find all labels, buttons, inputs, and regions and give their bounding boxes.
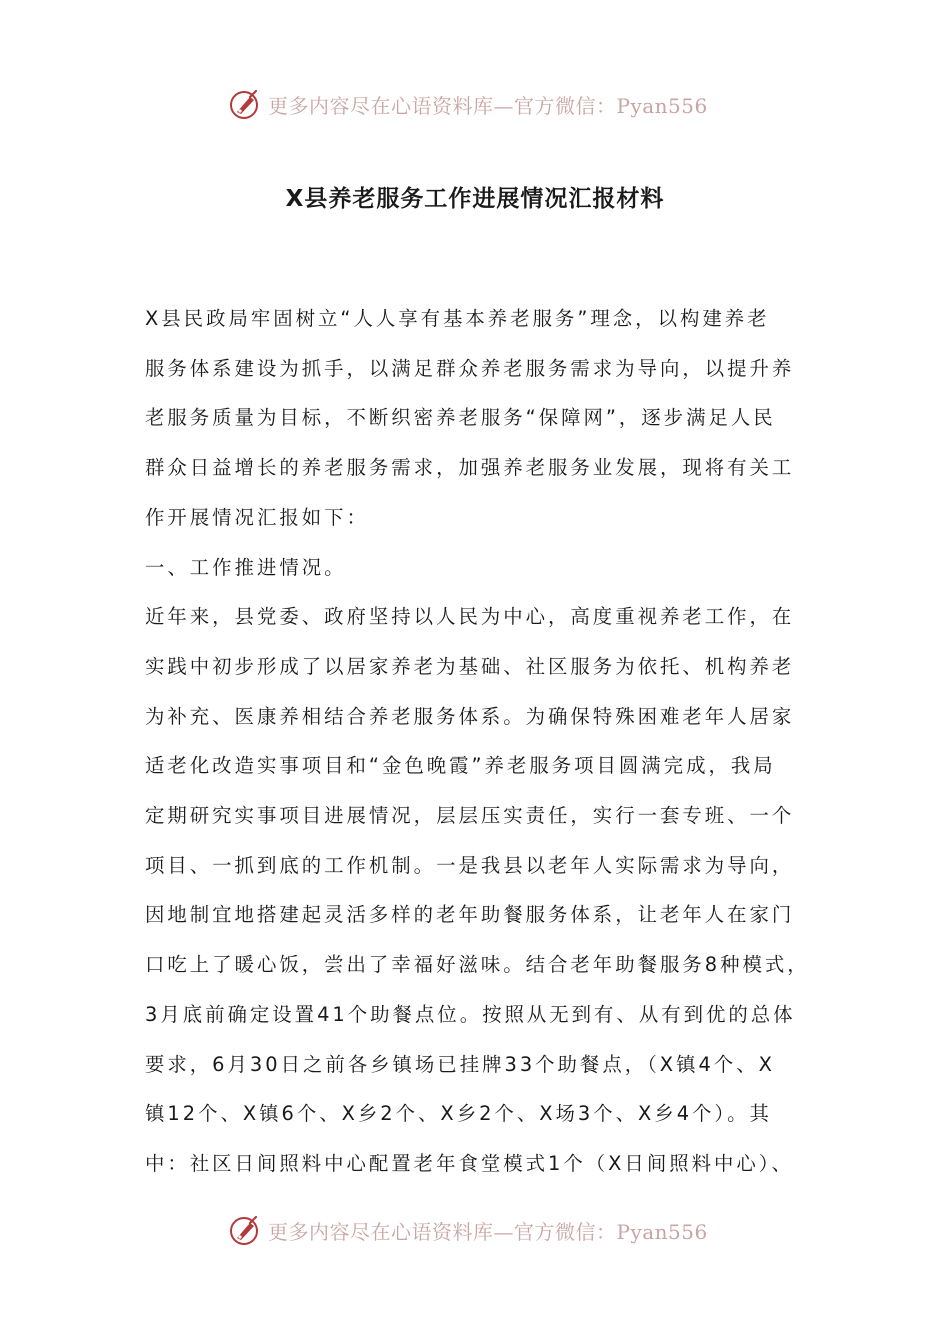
- watermark-text: 更多内容尽在心语资料库—官方微信：Pyan556: [268, 93, 708, 118]
- body-line: 实践中初步形成了以居家养老为基础、社区服务为依托、机构养老: [145, 654, 795, 678]
- watermark-banner-bottom: [228, 1210, 708, 1250]
- body-line: 中：社区日间照料中心配置老年食堂模式1个（X日间照料中心）、: [145, 1151, 794, 1175]
- body-line: 定期研究实事项目进展情况，层层压实责任，实行一套专班、一个: [145, 804, 795, 828]
- body-line: 老服务质量为目标，不断织密养老服务“保障网”，逐步满足人民: [145, 406, 776, 430]
- body-line: 近年来，县党委、政府坚持以人民为中心，高度重视养老工作，在: [145, 605, 795, 629]
- body-line: 口吃上了暖心饭，尝出了幸福好滋味。结合老年助餐服务8种模式，: [145, 953, 810, 977]
- body-line: 项目、一抓到底的工作机制。一是我县以老年人实际需求为导向，: [145, 853, 795, 877]
- body-line: 适老化改造实事项目和“金色晚霞”养老服务项目圆满完成，我局: [145, 754, 776, 778]
- body-line: 群众日益增长的养老服务需求，加强养老服务业发展，现将有关工: [145, 456, 795, 480]
- document-title: X县养老服务工作进展情况汇报材料: [285, 186, 665, 212]
- body-line: X县民政局牢固树立“人人享有基本养老服务”理念，以构建养老: [145, 307, 770, 330]
- body-line: 因地制宜地搭建起灵活多样的老年助餐服务体系，让老年人在家门: [145, 903, 795, 927]
- body-line: 作开展情况汇报如下：: [145, 505, 369, 529]
- watermark-text: 更多内容尽在心语资料库—官方微信：Pyan556: [268, 1219, 708, 1244]
- watermark-banner-top: [228, 84, 708, 124]
- body-line: 为补充、医康养相结合养老服务体系。为确保特殊困难老年人居家: [145, 704, 795, 728]
- body-line: 要求，6月30日之前各乡镇场已挂牌33个助餐点，（X镇4个、X: [145, 1052, 775, 1076]
- body-line: 服务体系建设为抓手，以满足群众养老服务需求为导向，以提升养: [145, 356, 795, 380]
- document-body: [145, 294, 813, 1189]
- pen-nib-circle-icon: [228, 1213, 262, 1247]
- section-heading: 一、工作推进情况。: [145, 555, 347, 579]
- body-line: 镇12个、X镇6个、X乡2个、X乡2个、X场3个、X乡4个）。其: [145, 1102, 772, 1126]
- body-line: 3月底前确定设置41个助餐点位。按照从无到有、从有到优的总体: [145, 1002, 796, 1026]
- pen-nib-circle-icon: [228, 87, 262, 121]
